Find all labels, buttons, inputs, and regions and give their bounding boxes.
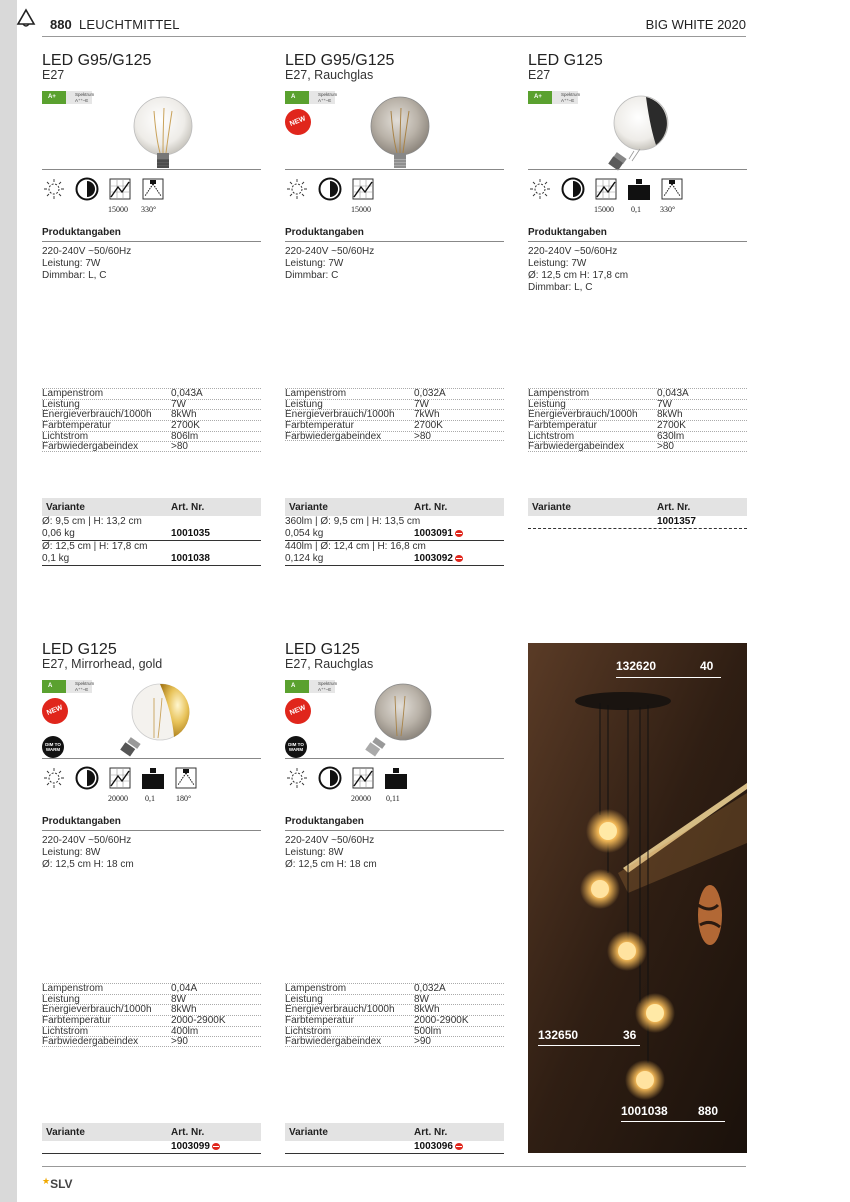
divider [42,241,261,242]
variant-row: 0,06 kg 1001035 [42,528,261,541]
divider [285,241,504,242]
weight-value: 0,1 [145,794,155,803]
spec-table [528,388,747,452]
feature-icons [528,177,747,217]
variant-row: 0,1 kg 1001038 [42,553,261,566]
spec-table [42,388,261,452]
spec-row: Energieverbrauch/1000h 8kWh [42,409,261,420]
light-icon [42,766,66,790]
callout-article: 132650 [538,1028,579,1042]
spec-row: Farbwiedergabeindex >80 [528,441,747,452]
feature-icons [285,177,504,217]
section-heading: Produktangaben [285,816,364,827]
lifetime-value: 15000 [108,205,128,214]
product-card: LED G95/G125 E27, Rauchglas A Spektrum A⁺⁺–E NEW 15000 Produktangaben 220-240V ~50/60Hz Leistung: 7W Dimmbar: C Lampenstrom 0,032A Leistung 7W Energieverbrauch/1000h 7kWh Farbtemperatur 2700K Farbwiedergabeindex >80 Variante Art. Nr. 360lm | Ø: 9,5 cm | H: 13,5 cm 0,054 kg 1003091 440lm | Ø: 12,4 cm | H: 16,8 cm 0,124 kg 1003092 [285,53,504,82]
beam-angle-icon [660,177,684,201]
divider [42,169,261,170]
bulb-image [357,93,437,175]
product-title: LED G125 [285,641,360,658]
divider [285,830,504,831]
spec-row: Lichtstrom 500lm [285,1026,504,1037]
light-icon [285,177,309,201]
divider [42,830,261,831]
variant-table [285,1123,504,1154]
spec-row: Farbwiedergabeindex >90 [42,1036,261,1047]
spec-row: Lampenstrom 0,043A [528,388,747,399]
weight-icon [384,766,408,790]
spec-row: Farbtemperatur 2700K [42,420,261,431]
spec-row: Leistung 8W [42,994,261,1005]
lifetime-value: 15000 [594,205,614,214]
variant-table [285,498,504,566]
section-heading: Produktangaben [285,227,364,238]
beam-angle-value: 330° [660,205,676,214]
beam-angle-value: 330° [141,205,157,214]
callout-line [616,677,721,678]
spec-row: Lampenstrom 0,032A [285,983,504,994]
variant-table [42,1123,261,1154]
article-number[interactable]: 1003096 [414,1141,463,1153]
variant-description: Ø: 9,5 cm | H: 13,2 cm [42,516,142,527]
bulb-image [357,682,437,764]
product-details: 220-240V ~50/60Hz Leistung: 7W Dimmbar: L, C [42,246,132,281]
product-subtitle: E27, Rauchglas [285,657,374,671]
spec-row: Lampenstrom 0,043A [42,388,261,399]
callout-line [621,1121,725,1122]
dim-to-warm-badge: DIM TO WARM [285,736,307,758]
light-icon [42,177,66,201]
weight-value: 0,11 [386,794,400,803]
callout-page[interactable]: 40 [700,659,714,673]
variant-header: Variante Art. Nr. [42,498,261,516]
product-card: LED G125 E27 A+ Spektrum A⁺⁺–E 15000 0,1 330° Produktangaben 220-240V ~50/60Hz Leistung: 7W Ø: 12,5 cm H: 17,8 cm Dimmbar: L, C Lampenstrom 0,043A Leistung 7W Energieverbrauch/1000h 8kWh Farbtemperatur 2700K Lichtstrom 630lm Farbwiedergabeindex >80 Variante Art. Nr. 1001357 [528,53,747,82]
beam-angle-icon [174,766,198,790]
variant-row: 0,054 kg 1003091 [285,528,504,541]
dimmable-icon [561,177,585,201]
lifetime-icon [108,177,132,201]
spec-row: Farbwiedergabeindex >80 [285,431,504,442]
lamp-category-icon [15,7,37,29]
spec-row: Lichtstrom 400lm [42,1026,261,1037]
dimmable-icon [75,766,99,790]
article-number[interactable]: 1001357 [657,516,696,527]
divider [285,169,504,170]
new-badge: NEW [38,694,72,728]
spec-row: Lichtstrom 630lm [528,431,747,442]
lifetime-icon [351,177,375,201]
article-number[interactable]: 1003091 [414,528,463,540]
divider [528,241,747,242]
variant-description: 360lm | Ø: 9,5 cm | H: 13,5 cm [285,516,421,527]
variant-header: Variante Art. Nr. [285,498,504,516]
callout-line [538,1045,640,1046]
slv-mark-icon [455,1143,463,1150]
feature-icons [42,766,261,806]
bulb-image [596,93,676,175]
product-details: 220-240V ~50/60Hz Leistung: 8W Ø: 12,5 cm H: 18 cm [42,835,134,870]
slv-mark-icon [455,530,463,537]
lifetime-icon [594,177,618,201]
variant-header: Variante Art. Nr. [285,1123,504,1141]
brand-logo: ★SLV [42,1176,73,1191]
spec-row: Farbwiedergabeindex >80 [42,441,261,452]
lifetime-value: 20000 [351,794,371,803]
beam-angle-value: 180° [176,794,192,803]
energy-class: A [42,680,66,693]
beam-angle-icon [141,177,165,201]
footer-divider [42,1166,746,1167]
variant-row [42,1141,261,1154]
spec-row: Lampenstrom 0,04A [42,983,261,994]
catalog-title: BIG WHITE 2020 [645,17,746,32]
product-details: 220-240V ~50/60Hz Leistung: 8W Ø: 12,5 cm H: 18 cm [285,835,377,870]
product-card: LED G125 E27, Rauchglas A Spektrum A⁺⁺–E NEW DIM TO WARM 20000 0,11 Produktangaben 220-240V ~50/60Hz Leistung: 8W Ø: 12,5 cm H: 18 cm Lampenstrom 0,032A Leistung 8W Energieverbrauch/1000h 8kWh Farbtemperatur 2000-2900K Lichtstrom 500lm Farbwiedergabeindex >90 Variante Art. Nr. 1003096 [285,642,504,671]
product-details: 220-240V ~50/60Hz Leistung: 7W Dimmbar: C [285,246,375,281]
product-subtitle: E27 [42,68,65,82]
new-badge: NEW [281,694,315,728]
header-divider [42,36,746,37]
ambience-photo [528,643,747,1153]
product-details: 220-240V ~50/60Hz Leistung: 7W Ø: 12,5 cm H: 17,8 cm Dimmbar: L, C [528,246,629,293]
slv-mark-icon [212,1143,220,1150]
article-number[interactable]: 1003092 [414,553,463,565]
lifetime-value: 20000 [108,794,128,803]
divider [42,758,261,759]
spec-row: Lichtstrom 806lm [42,431,261,442]
product-card: LED G125 E27, Mirrorhead, gold A Spektrum A⁺⁺–E NEW DIM TO WARM 20000 0,1 180° Produktangaben 220-240V ~50/60Hz Leistung: 8W Ø: 12,5 cm H: 18 cm Lampenstrom 0,04A Leistung 8W Energieverbrauch/1000h 8kWh Farbtemperatur 2000-2900K Lichtstrom 400lm Farbwiedergabeindex >90 Variante Art. Nr. 1003099 [42,642,261,671]
page-number: 880 [50,17,72,32]
spec-row: Farbtemperatur 2700K [528,420,747,431]
energy-class: A [285,680,309,693]
energy-class: A [285,91,309,104]
spec-row: Farbwiedergabeindex >90 [285,1036,504,1047]
spec-row: Farbtemperatur 2700K [285,420,504,431]
spec-row: Farbtemperatur 2000-2900K [285,1015,504,1026]
dimmable-icon [75,177,99,201]
feature-icons [42,177,261,217]
dimmable-icon [318,177,342,201]
variant-header: Variante Art. Nr. [42,1123,261,1141]
product-title: LED G125 [42,641,117,658]
lifetime-icon [108,766,132,790]
slv-mark-icon [455,555,463,562]
divider [285,758,504,759]
section-heading: Produktangaben [42,227,121,238]
spec-row: Energieverbrauch/1000h 8kWh [42,1004,261,1015]
article-number[interactable]: 1003099 [171,1141,220,1153]
spec-table [42,983,261,1047]
product-title: LED G95/G125 [285,52,395,69]
page-sidebar [0,0,17,1202]
new-badge: NEW [281,105,315,139]
article-number[interactable]: 1001035 [171,528,210,539]
callout-article: 1001038 [621,1104,668,1118]
divider [528,169,747,170]
variant-description: 440lm | Ø: 12,4 cm | H: 16,8 cm [285,541,426,552]
spec-row: Leistung 7W [285,399,504,410]
light-icon [528,177,552,201]
product-card: LED G95/G125 E27 A+ Spektrum A⁺⁺–E 15000 330° Produktangaben 220-240V ~50/60Hz Leistung: 7W Dimmbar: L, C Lampenstrom 0,043A Leistung 7W Energieverbrauch/1000h 8kWh Farbtemperatur 2700K Lichtstrom 806lm Farbwiedergabeindex >80 Variante Art. Nr. Ø: 9,5 cm | H: 13,2 cm 0,06 kg 1001035 Ø: 12,5 cm | H: 17,8 cm 0,1 kg 1001038 [42,53,261,82]
spec-row: Energieverbrauch/1000h 7kWh [285,409,504,420]
spec-row: Leistung 7W [42,399,261,410]
product-title: LED G95/G125 [42,52,152,69]
lifetime-value: 15000 [351,205,371,214]
star-icon: ★ [42,1176,51,1186]
spec-row: Leistung 8W [285,994,504,1005]
section-heading: Produktangaben [528,227,607,238]
dim-to-warm-badge: DIM TO WARM [42,736,64,758]
energy-class: A+ [42,91,66,104]
weight-icon [627,177,651,201]
variant-row [528,516,747,529]
spec-table [285,388,504,441]
spec-row: Leistung 7W [528,399,747,410]
feature-icons [285,766,504,806]
variant-description: Ø: 12,5 cm | H: 17,8 cm [42,541,148,552]
variant-table [528,498,747,529]
light-icon [285,766,309,790]
energy-class: A+ [528,91,552,104]
spec-row: Energieverbrauch/1000h 8kWh [528,409,747,420]
callout-page[interactable]: 880 [698,1104,719,1118]
weight-value: 0,1 [631,205,641,214]
product-title: LED G125 [528,52,603,69]
spec-row: Energieverbrauch/1000h 8kWh [285,1004,504,1015]
bulb-image [114,682,194,764]
variant-row: 0,124 kg 1003092 [285,553,504,566]
spec-row: Lampenstrom 0,032A [285,388,504,399]
weight-icon [141,766,165,790]
article-number[interactable]: 1001038 [171,553,210,564]
spec-row: Farbtemperatur 2000-2900K [42,1015,261,1026]
section-heading: Produktangaben [42,816,121,827]
variant-table [42,498,261,566]
section-title: LEUCHTMITTEL [79,17,180,32]
product-subtitle: E27 [528,68,551,82]
dimmable-icon [318,766,342,790]
product-subtitle: E27, Rauchglas [285,68,374,82]
callout-article: 132620 [616,659,657,673]
lifetime-icon [351,766,375,790]
pendant-lamp-scene [528,643,747,1153]
product-subtitle: E27, Mirrorhead, gold [42,657,163,671]
spec-table [285,983,504,1047]
callout-page[interactable]: 36 [623,1028,637,1042]
variant-row [285,1141,504,1154]
variant-header: Variante Art. Nr. [528,498,747,516]
bulb-image [120,93,200,175]
